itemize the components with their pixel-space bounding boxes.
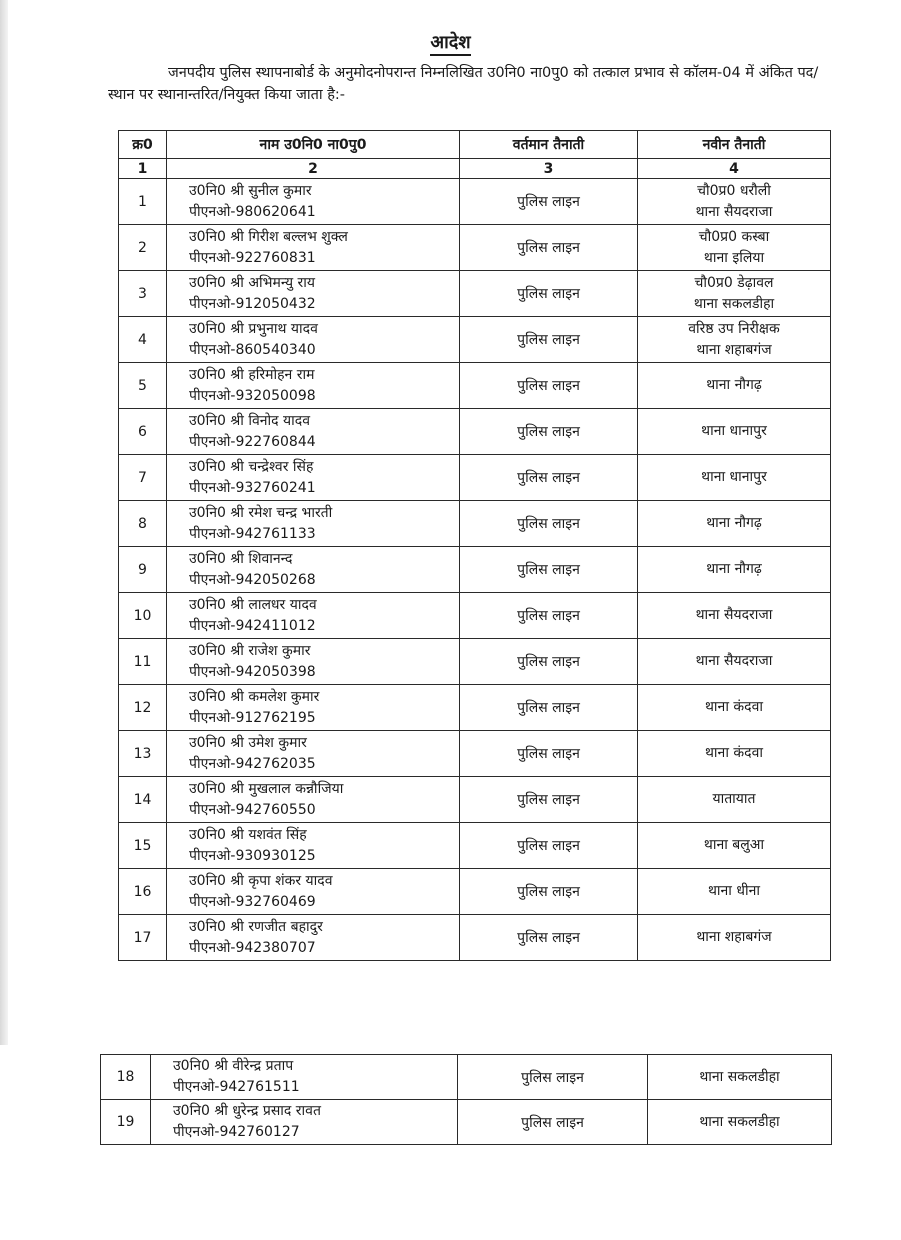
current-posting-cell: पुलिस लाइन xyxy=(460,915,638,961)
new-posting-cell xyxy=(638,823,831,869)
new-posting-line: थाना धीना xyxy=(707,883,761,899)
serial-number-cell: 17 xyxy=(119,915,167,961)
serial-number-cell: 14 xyxy=(119,777,167,823)
new-posting-line: थाना धानापुर xyxy=(701,469,767,485)
header-name: नाम उ0नि0 ना0पु0 xyxy=(167,131,460,159)
table-row xyxy=(119,593,831,639)
officer-name: उ0नि0 श्री प्रभुनाथ यादव xyxy=(189,320,318,337)
column-number: 1 xyxy=(119,159,167,179)
new-posting-line: थाना शहाबगंज xyxy=(696,929,772,945)
current-posting-cell: पुलिस लाइन xyxy=(460,869,638,915)
new-posting-cell xyxy=(648,1055,832,1100)
officer-cell xyxy=(167,501,460,547)
header-current-posting: वर्तमान तैनाती xyxy=(460,131,638,159)
serial-number-cell: 19 xyxy=(101,1100,151,1145)
officer-cell xyxy=(167,455,460,501)
table-row xyxy=(119,501,831,547)
table-row xyxy=(101,1100,832,1145)
current-posting-cell: पुलिस लाइन xyxy=(460,271,638,317)
officer-pno: पीएनओ-860540340 xyxy=(189,341,316,358)
officer-pno: पीएनओ-942760127 xyxy=(173,1124,300,1140)
intro-paragraph: जनपदीय पुलिस स्थापनाबोर्ड के अनुमोदनोपरान्त निम्नलिखित उ0नि0 ना0पु0 को तत्काल प्रभाव से कॉलम-04 में अंकित पद/स्थान पर स्थानान्तरित/नियुक्त किया जाता है:- xyxy=(108,65,819,103)
officer-pno: पीएनओ-980620641 xyxy=(189,203,316,220)
officer-pno: पीएनओ-942760550 xyxy=(189,801,316,818)
new-posting-line: थाना सैयदराजा xyxy=(695,607,773,623)
new-posting-cell xyxy=(638,363,831,409)
new-posting-line-2: थाना शहाबगंज xyxy=(696,341,772,358)
current-posting-cell: पुलिस लाइन xyxy=(460,547,638,593)
new-posting-line: वरिष्ठ उप निरीक्षक xyxy=(688,320,780,337)
officer-name: उ0नि0 श्री यशवंत सिंह xyxy=(189,826,307,843)
new-posting-cell xyxy=(638,777,831,823)
serial-number-cell: 1 xyxy=(119,179,167,225)
table-row xyxy=(119,777,831,823)
new-posting-cell xyxy=(638,593,831,639)
officer-cell xyxy=(167,869,460,915)
officer-name: उ0नि0 श्री रमेश चन्द्र भारती xyxy=(189,504,333,521)
serial-number-cell: 9 xyxy=(119,547,167,593)
officer-pno: पीएनओ-942762035 xyxy=(189,755,316,772)
officer-name: उ0नि0 श्री विनोद यादव xyxy=(189,412,310,429)
table-row xyxy=(119,225,831,271)
serial-number-cell: 7 xyxy=(119,455,167,501)
current-posting-cell: पुलिस लाइन xyxy=(460,317,638,363)
officer-cell xyxy=(167,547,460,593)
page-title xyxy=(0,30,901,54)
new-posting-cell xyxy=(638,547,831,593)
current-posting-cell: पुलिस लाइन xyxy=(460,777,638,823)
column-number-row xyxy=(119,159,831,179)
table-row xyxy=(119,409,831,455)
officer-cell xyxy=(167,409,460,455)
serial-number-cell: 3 xyxy=(119,271,167,317)
new-posting-cell xyxy=(648,1100,832,1145)
new-posting-cell xyxy=(638,317,831,363)
current-posting-cell: पुलिस लाइन xyxy=(460,639,638,685)
serial-number-cell: 16 xyxy=(119,869,167,915)
new-posting-line: थाना बलुआ xyxy=(703,837,765,853)
table-row xyxy=(101,1055,832,1100)
new-posting-line: चौ0प्र0 धरौली xyxy=(697,182,771,199)
new-posting-line: थाना सकलडीहा xyxy=(699,1113,780,1130)
new-posting-cell xyxy=(638,869,831,915)
officer-cell xyxy=(167,915,460,961)
new-posting-cell xyxy=(638,685,831,731)
officer-cell xyxy=(167,271,460,317)
table-row xyxy=(119,271,831,317)
serial-number-cell: 13 xyxy=(119,731,167,777)
officer-name: उ0नि0 श्री राजेश कुमार xyxy=(189,642,311,659)
officer-name: उ0नि0 श्री शिवानन्द xyxy=(189,550,293,567)
page-edge-shadow xyxy=(0,0,8,1045)
officer-name: उ0नि0 श्री रणजीत बहादुर xyxy=(189,918,323,935)
officer-pno: पीएनओ-932760241 xyxy=(189,479,316,496)
serial-number-cell: 6 xyxy=(119,409,167,455)
new-posting-line-2: थाना सैयदराजा xyxy=(695,203,773,220)
officer-cell xyxy=(167,823,460,869)
serial-number-cell: 4 xyxy=(119,317,167,363)
table-row xyxy=(119,731,831,777)
serial-number-cell: 11 xyxy=(119,639,167,685)
header-new-posting: नवीन तैनाती xyxy=(638,131,831,159)
header-row xyxy=(119,131,831,159)
officer-cell xyxy=(167,363,460,409)
new-posting-line: थाना धानापुर xyxy=(701,423,767,439)
serial-number-cell: 8 xyxy=(119,501,167,547)
new-posting-line: यातायात xyxy=(712,791,756,807)
current-posting-cell: पुलिस लाइन xyxy=(460,685,638,731)
officer-pno: पीएनओ-942050398 xyxy=(189,663,316,680)
officer-name: उ0नि0 श्री सुनील कुमार xyxy=(189,182,312,199)
officer-cell xyxy=(167,777,460,823)
current-posting-cell: पुलिस लाइन xyxy=(460,225,638,271)
title-text: आदेश xyxy=(430,32,470,56)
table-row xyxy=(119,363,831,409)
new-posting-cell xyxy=(638,225,831,271)
serial-number-cell: 12 xyxy=(119,685,167,731)
officer-name: उ0नि0 श्री धुरेन्द्र प्रसाद रावत xyxy=(173,1103,321,1119)
column-number: 3 xyxy=(460,159,638,179)
officer-pno: पीएनओ-912762195 xyxy=(189,709,316,726)
new-posting-line: थाना नौगढ़ xyxy=(706,515,762,531)
new-posting-cell xyxy=(638,271,831,317)
officer-cell xyxy=(167,685,460,731)
new-posting-line: थाना सैयदराजा xyxy=(695,653,773,669)
officer-pno: पीएनओ-942761133 xyxy=(189,525,316,542)
table-row xyxy=(119,915,831,961)
table-row xyxy=(119,823,831,869)
transfer-table xyxy=(118,130,831,961)
officer-name: उ0नि0 श्री अभिमन्यु राय xyxy=(189,274,316,291)
column-number: 4 xyxy=(638,159,831,179)
column-number: 2 xyxy=(167,159,460,179)
transfer-table-body xyxy=(119,179,831,961)
current-posting-cell: पुलिस लाइन xyxy=(460,823,638,869)
officer-cell xyxy=(167,731,460,777)
current-posting-cell: पुलिस लाइन xyxy=(460,731,638,777)
current-posting-cell: पुलिस लाइन xyxy=(458,1100,648,1145)
officer-pno: पीएनओ-922760844 xyxy=(189,433,316,450)
new-posting-cell xyxy=(638,731,831,777)
officer-pno: पीएनओ-912050432 xyxy=(189,295,316,312)
table-row xyxy=(119,179,831,225)
new-posting-line-2: थाना सकलडीहा xyxy=(693,295,775,312)
officer-name: उ0नि0 श्री गिरीश बल्लभ शुक्ल xyxy=(189,228,348,245)
table-row xyxy=(119,317,831,363)
officer-pno: पीएनओ-932760469 xyxy=(189,893,316,910)
officer-pno: पीएनओ-942411012 xyxy=(189,617,316,634)
current-posting-cell: पुलिस लाइन xyxy=(460,409,638,455)
new-posting-line: थाना नौगढ़ xyxy=(706,561,762,577)
serial-number-cell: 2 xyxy=(119,225,167,271)
officer-name: उ0नि0 श्री मुखलाल कन्नौजिया xyxy=(189,780,344,797)
officer-pno: पीएनओ-932050098 xyxy=(189,387,316,404)
new-posting-line: थाना नौगढ़ xyxy=(706,377,762,393)
transfer-table-continued-body xyxy=(101,1055,832,1145)
officer-name: उ0नि0 श्री लालधर यादव xyxy=(189,596,317,613)
current-posting-cell: पुलिस लाइन xyxy=(458,1055,648,1100)
table-row xyxy=(119,547,831,593)
officer-cell xyxy=(167,317,460,363)
new-posting-line: थाना सकलडीहा xyxy=(699,1068,780,1085)
current-posting-cell: पुलिस लाइन xyxy=(460,501,638,547)
table-row xyxy=(119,639,831,685)
officer-name: उ0नि0 श्री चन्द्रेश्वर सिंह xyxy=(189,458,314,475)
officer-pno: पीएनओ-942050268 xyxy=(189,571,316,588)
table-row xyxy=(119,869,831,915)
header-serial: क्र0 xyxy=(119,131,167,159)
officer-cell xyxy=(167,179,460,225)
new-posting-cell xyxy=(638,179,831,225)
officer-cell xyxy=(151,1100,458,1145)
officer-cell xyxy=(167,593,460,639)
new-posting-cell xyxy=(638,409,831,455)
officer-name: उ0नि0 श्री हरिमोहन राम xyxy=(189,366,315,383)
new-posting-cell xyxy=(638,501,831,547)
current-posting-cell: पुलिस लाइन xyxy=(460,455,638,501)
officer-cell xyxy=(167,639,460,685)
current-posting-cell: पुलिस लाइन xyxy=(460,363,638,409)
new-posting-line: थाना कंदवा xyxy=(704,699,763,715)
table-row xyxy=(119,455,831,501)
officer-name: उ0नि0 श्री कमलेश कुमार xyxy=(189,688,320,705)
serial-number-cell: 15 xyxy=(119,823,167,869)
serial-number-cell: 5 xyxy=(119,363,167,409)
officer-name: उ0नि0 श्री वीरेन्द्र प्रताप xyxy=(173,1058,294,1074)
officer-name: उ0नि0 श्री कृपा शंकर यादव xyxy=(189,872,333,889)
officer-pno: पीएनओ-930930125 xyxy=(189,847,316,864)
new-posting-line-2: थाना इलिया xyxy=(703,249,765,266)
current-posting-cell: पुलिस लाइन xyxy=(460,179,638,225)
serial-number-cell: 18 xyxy=(101,1055,151,1100)
officer-pno: पीएनओ-922760831 xyxy=(189,249,316,266)
transfer-table-continued xyxy=(100,1054,832,1145)
officer-cell xyxy=(167,225,460,271)
new-posting-cell xyxy=(638,639,831,685)
new-posting-cell xyxy=(638,455,831,501)
current-posting-cell: पुलिस लाइन xyxy=(460,593,638,639)
new-posting-line: थाना कंदवा xyxy=(704,745,763,761)
table-row xyxy=(119,685,831,731)
new-posting-line: चौ0प्र0 डेढ़ावल xyxy=(694,274,774,291)
officer-pno: पीएनओ-942761511 xyxy=(173,1079,300,1095)
officer-pno: पीएनओ-942380707 xyxy=(189,939,316,956)
serial-number-cell: 10 xyxy=(119,593,167,639)
officer-name: उ0नि0 श्री उमेश कुमार xyxy=(189,734,307,751)
new-posting-line: चौ0प्र0 कस्बा xyxy=(698,228,770,245)
officer-cell xyxy=(151,1055,458,1100)
new-posting-cell xyxy=(638,915,831,961)
